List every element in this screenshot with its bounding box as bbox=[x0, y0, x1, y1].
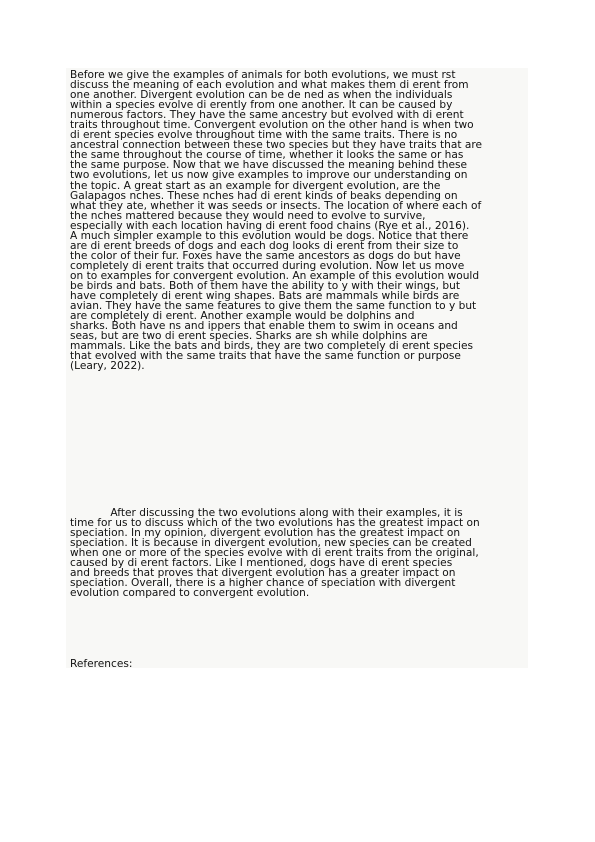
text-line: be birds and bats. Both of them have the ability to y with their wings, but bbox=[70, 279, 460, 292]
text-line: are completely di erent. Another example would be dolphins and bbox=[70, 310, 415, 323]
text-line: within a species evolve di erently from one another. It can be caused by bbox=[70, 99, 453, 112]
text-line: especially with each location having di erent food chains (Rye et al., 2016). bbox=[70, 219, 470, 232]
body-paragraph-1 bbox=[70, 70, 530, 371]
references-heading: References: bbox=[70, 658, 133, 670]
text-line: that evolved with the same traits that have the same function or purpose bbox=[70, 350, 461, 363]
text-line: caused by di erent factors. Like I mentioned, dogs have di erent species bbox=[70, 557, 453, 570]
text-line: numerous factors. They have the same ancestry but evolved with di erent bbox=[70, 109, 464, 122]
text-line: ancestral connection between these two species but they have traits that are bbox=[70, 139, 483, 152]
text-line: the same purpose. Now that we have discussed the meaning behind these bbox=[70, 159, 468, 172]
text-line: di erent species evolve throughout time with the same traits. There is no bbox=[70, 129, 458, 142]
text-line: Galapagos nches. These nches had di erent kinds of beaks depending on bbox=[70, 189, 458, 202]
text-line: have completely di erent wing shapes. Bats are mammals while birds are bbox=[70, 290, 460, 303]
text-line: Before we give the examples of animals for both evolutions, we must rst bbox=[70, 69, 456, 81]
text-line: speciation. In my opinion, divergent evolution has the greatest impact on bbox=[70, 527, 461, 540]
text-line: A much simpler example to this evolution would be dogs. Notice that there bbox=[70, 229, 469, 242]
text-line: After discussing the two evolutions along with their examples, it is bbox=[70, 507, 463, 519]
text-line: discuss the meaning of each evolution and what makes them di erent from bbox=[70, 79, 469, 92]
text-line: mammals. Like the bats and birds, they are two completely di erent species bbox=[70, 340, 473, 353]
text-line: when one or more of the species evolve with di erent traits from the original, bbox=[70, 547, 479, 560]
text-line: (Leary, 2022). bbox=[70, 360, 145, 373]
text-line: evolution compared to convergent evolution. bbox=[70, 587, 310, 600]
text-line: the topic. A great start as an example for divergent evolution, are the bbox=[70, 179, 441, 192]
text-line: seas, but are two di erent species. Sharks are sh while dolphins are bbox=[70, 330, 428, 343]
text-line: are di erent breeds of dogs and each dog looks di erent from their size to bbox=[70, 239, 459, 252]
text-line: speciation. Overall, there is a higher chance of speciation with divergent bbox=[70, 577, 456, 590]
text-line: what they ate, whether it was seeds or insects. The location of where each of bbox=[70, 199, 482, 212]
text-line: two evolutions, let us now give examples to improve our understanding on bbox=[70, 169, 468, 182]
text-line: the nches mattered because they would need to evolve to survive, bbox=[70, 209, 426, 222]
text-line: speciation. It is because in divergent evolution, new species can be created bbox=[70, 537, 472, 550]
text-line: on to examples for convergent evolution. An example of this evolution would bbox=[70, 269, 480, 282]
body-paragraph-2 bbox=[70, 508, 530, 598]
text-line: the color of their fur. Foxes have the same ancestors as dogs do but have bbox=[70, 249, 461, 262]
text-line: the same throughout the course of time, whether it looks the same or has bbox=[70, 149, 464, 162]
text-line: avian. They have the same features to give them the same function to y but bbox=[70, 300, 477, 313]
text-line: and breeds that proves that divergent evolution has a greater impact on bbox=[70, 567, 456, 580]
text-line: one another. Divergent evolution can be de ned as when the individuals bbox=[70, 89, 453, 102]
text-line: completely di erent traits that occurred during evolution. Now let us move bbox=[70, 259, 465, 272]
text-line: traits throughout time. Convergent evolution on the other hand is when two bbox=[70, 119, 474, 132]
text-line: time for us to discuss which of the two evolutions has the greatest impact on bbox=[70, 517, 480, 530]
text-line: sharks. Both have ns and ippers that enable them to swim in oceans and bbox=[70, 320, 458, 333]
